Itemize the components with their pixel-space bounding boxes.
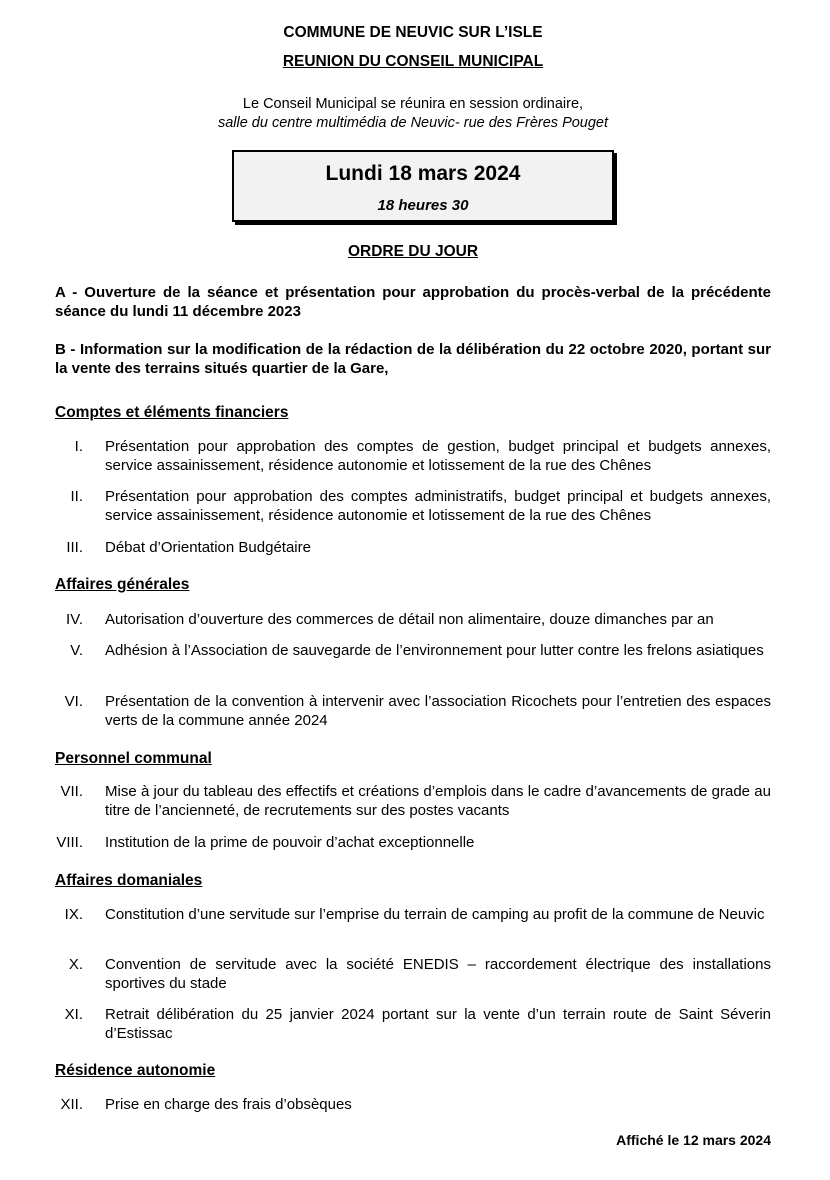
intro-session: Le Conseil Municipal se réunira en session ordinaire, — [242, 96, 584, 112]
item-text: Présentation pour approbation des comptes administratifs, budget principal et budgets annexes, service assainissement, résidence autonomie et lotissement de la rue des Chênes — [105, 488, 771, 524]
commune-heading: COMMUNE DE NEUVIC SUR L’ISLE — [283, 24, 543, 41]
item-text: Institution de la prime de pouvoir d’achat exceptionnelle — [105, 834, 475, 851]
item-number: V. — [70, 642, 83, 659]
meeting-date-box — [232, 150, 614, 222]
item-text: Autorisation d’ouverture des commerces de détail non alimentaire, douze dimanches par an — [105, 611, 714, 628]
meeting-time: 18 heures 30 — [377, 197, 469, 214]
item-number: XII. — [60, 1096, 83, 1113]
agenda-point-b: B - Information sur la modification de la rédaction de la délibération du 22 octobre 2020, portant sur la vente des terrains situés quartier de la Gare, — [55, 341, 771, 377]
item-number: VI. — [64, 693, 83, 710]
item-number: III. — [66, 539, 83, 556]
section-title-residence: Résidence autonomie — [55, 1062, 216, 1079]
meeting-date: Lundi 18 mars 2024 — [325, 162, 521, 185]
agenda-title: ORDRE DU JOUR — [347, 243, 479, 260]
section-title-domaniales: Affaires domaniales — [55, 872, 203, 889]
posting-date: Affiché le 12 mars 2024 — [616, 1132, 771, 1148]
agenda-point-a: A - Ouverture de la séance et présentation pour approbation du procès-verbal de la précédente séance du lundi 11 décembre 2023 — [55, 284, 771, 320]
intro-location: salle du centre multimédia de Neuvic- rue des Frères Pouget — [217, 115, 609, 131]
item-number: IV. — [66, 611, 83, 628]
item-text: Retrait délibération du 25 janvier 2024 portant sur la vente d’un terrain route de Saint Séverin d’Estissac — [105, 1006, 771, 1042]
item-text: Convention de servitude avec la société ENEDIS – raccordement électrique des installations sportives du stade — [105, 956, 771, 992]
item-number: I. — [74, 438, 83, 455]
item-text: Adhésion à l’Association de sauvegarde de l’environnement pour lutter contre les frelons asiatiques — [105, 642, 764, 659]
item-text: Prise en charge des frais d’obsèques — [105, 1096, 352, 1113]
item-text: Présentation de la convention à intervenir avec l’association Ricochets pour l’entretien des espaces verts de la commune année 2024 — [105, 693, 771, 729]
meeting-heading: REUNION DU CONSEIL MUNICIPAL — [282, 53, 544, 70]
item-number: X. — [68, 956, 83, 973]
item-number: IX. — [64, 906, 83, 923]
section-title-personnel: Personnel communal — [55, 750, 212, 767]
item-number: VIII. — [56, 834, 83, 851]
item-number: II. — [70, 488, 83, 505]
item-text: Débat d’Orientation Budgétaire — [105, 539, 311, 556]
item-number: VII. — [60, 783, 83, 800]
section-title-generales: Affaires générales — [55, 576, 190, 593]
item-text: Constitution d’une servitude sur l’emprise du terrain de camping au profit de la commune de Neuvic — [105, 906, 765, 923]
item-text: Mise à jour du tableau des effectifs et créations d’emplois dans le cadre d’avancements de grade au titre de l’ancienneté, de recrutements sur des postes vacants — [105, 783, 771, 819]
item-number: XI. — [64, 1006, 83, 1023]
item-text: Présentation pour approbation des comptes de gestion, budget principal et budgets annexes, service assainissement, résidence autonomie et lotissement de la rue des Chênes — [105, 438, 771, 474]
section-title-finances: Comptes et éléments financiers — [55, 404, 289, 421]
